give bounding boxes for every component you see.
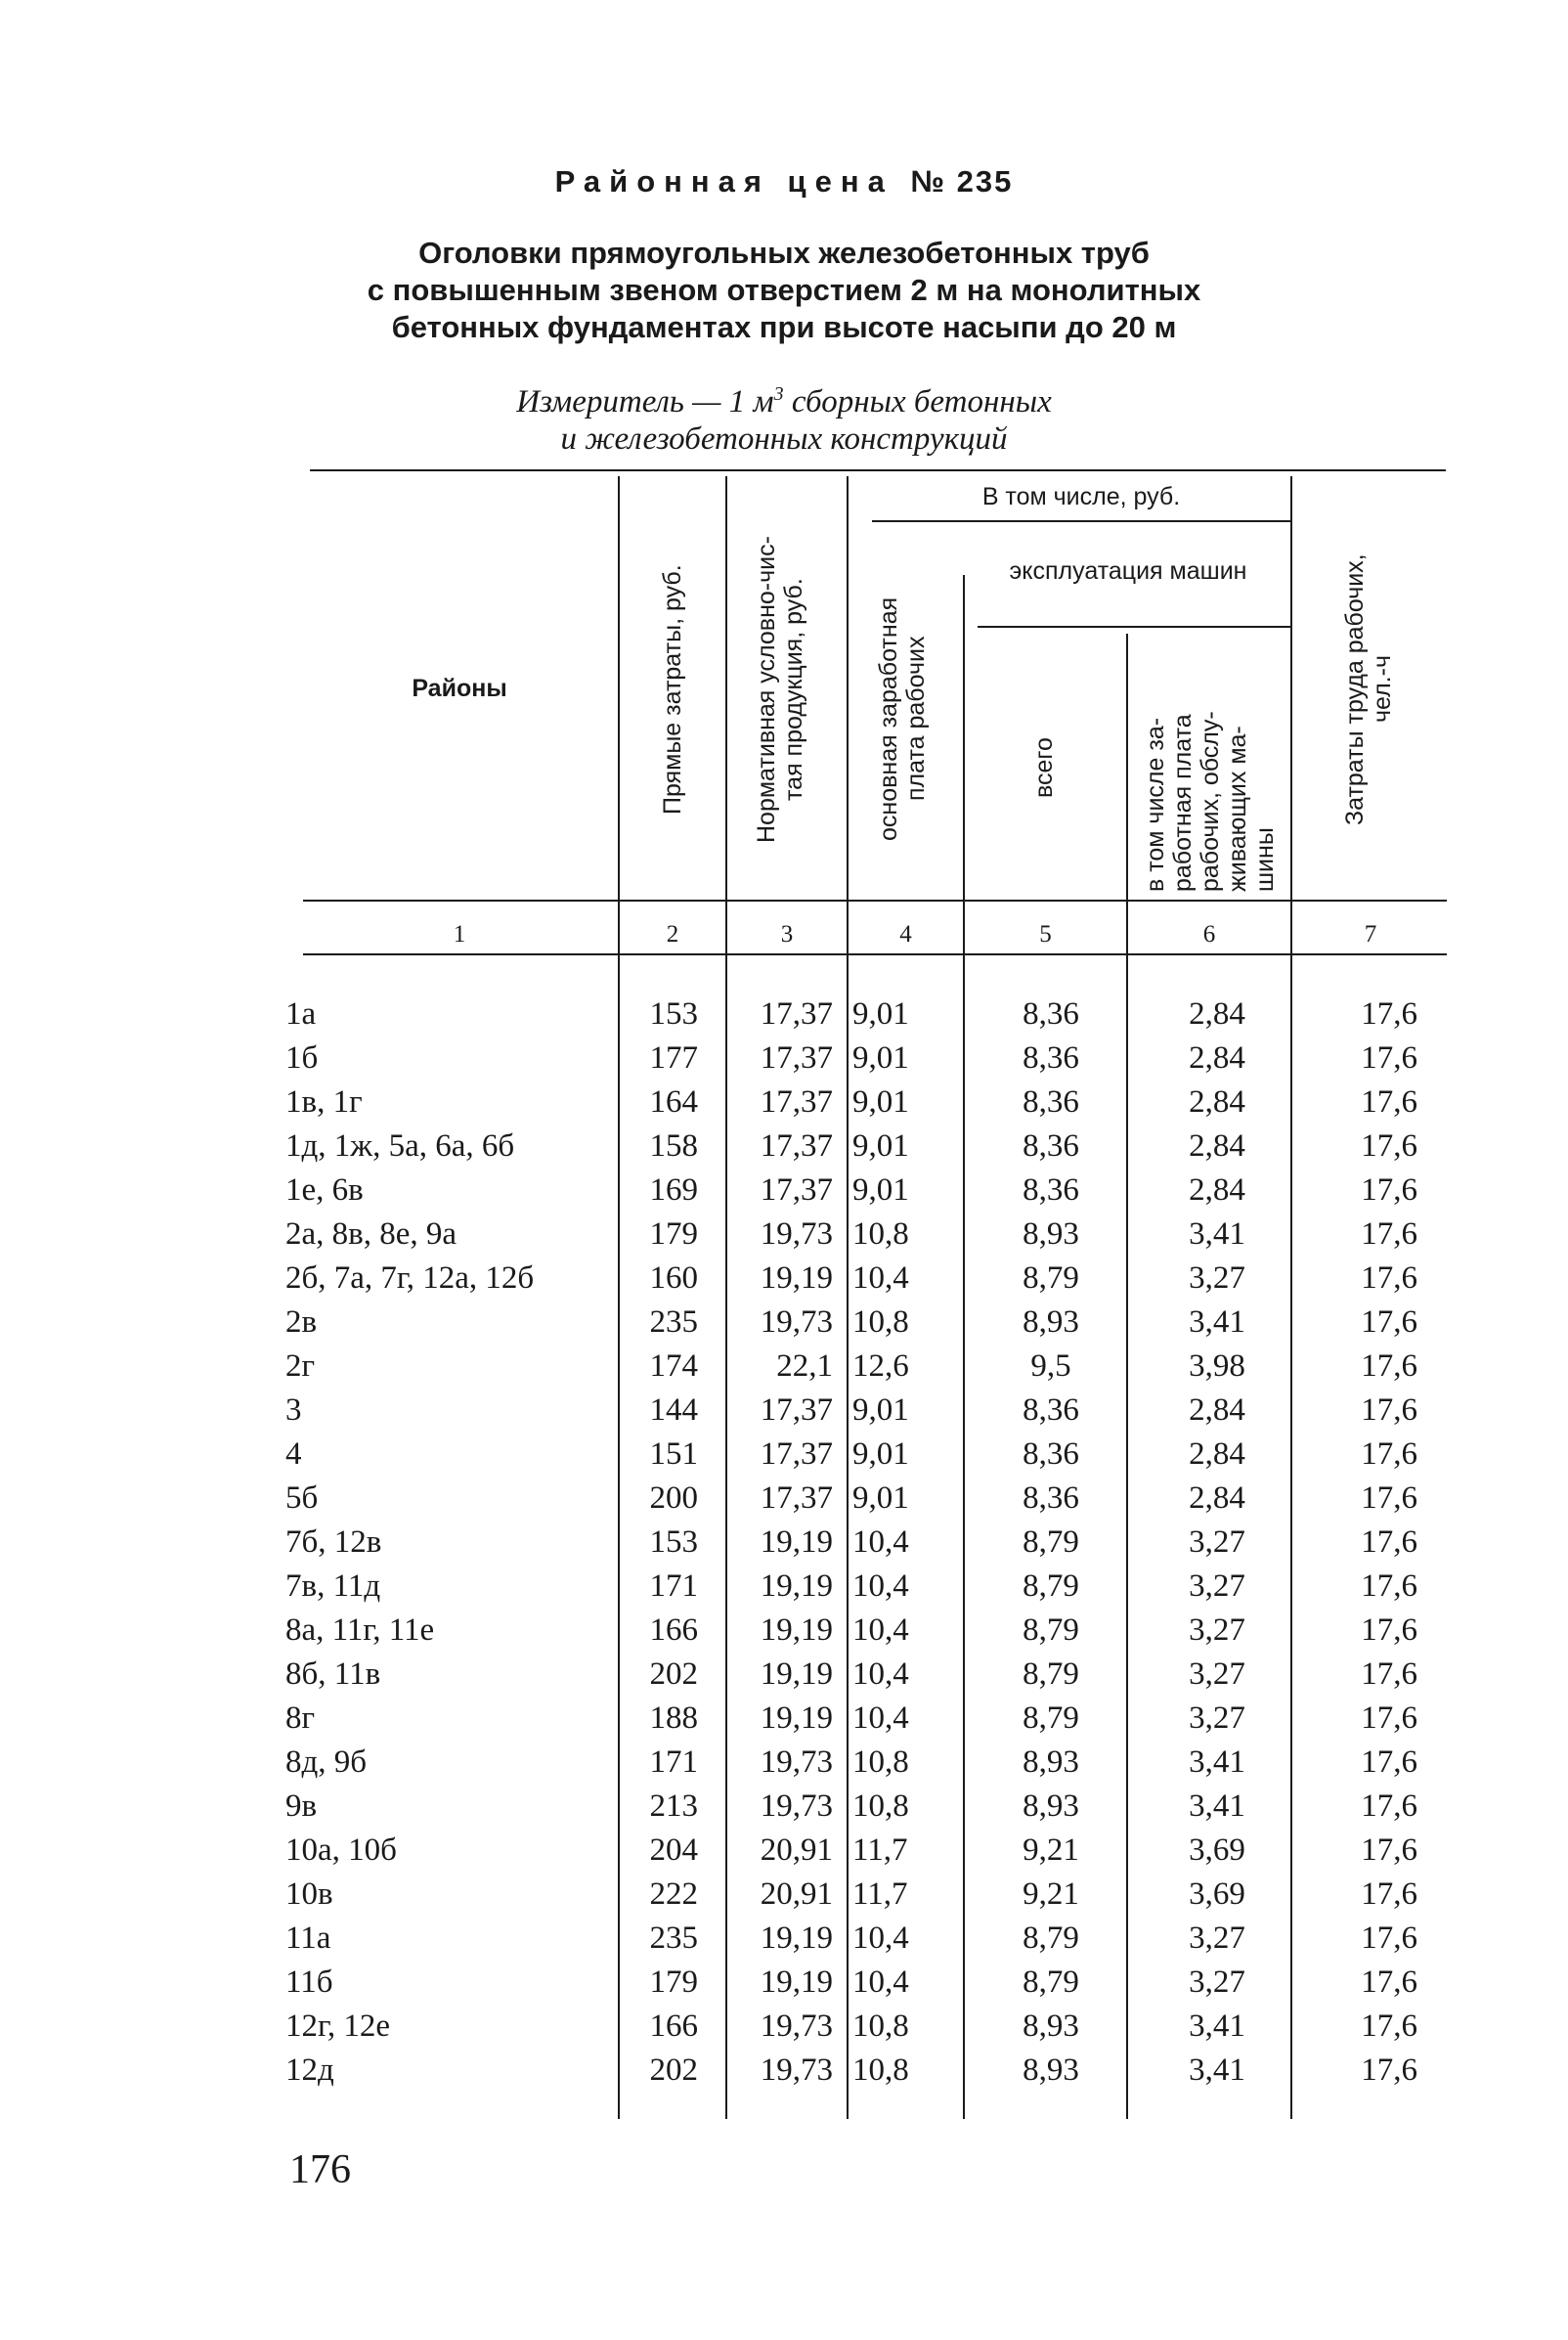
normative-cell: 19,73 (760, 1744, 833, 1780)
base-wage-cell: 9,01 (852, 1480, 909, 1516)
title-prefix: Районная цена (554, 164, 893, 199)
column-number: 2 (666, 921, 679, 948)
machines-total-cell: 8,79 (1023, 1700, 1079, 1736)
direct-costs-cell: 200 (649, 1480, 698, 1516)
machines-wage-cell: 3,98 (1189, 1348, 1245, 1384)
machines-total-cell: 8,79 (1023, 1568, 1079, 1604)
table-row (0, 1257, 1568, 1301)
machines-wage-cell: 3,27 (1189, 1700, 1245, 1736)
machines-wage-cell: 3,27 (1189, 1921, 1245, 1956)
table-row (0, 1169, 1568, 1213)
direct-costs-cell: 144 (649, 1392, 698, 1428)
direct-costs-cell: 171 (649, 1744, 698, 1780)
header-base-wage: основная заработная плата рабочих (875, 596, 930, 841)
table-row (0, 1301, 1568, 1345)
machines-total-cell: 8,36 (1023, 996, 1079, 1032)
base-wage-cell: 10,4 (852, 1568, 909, 1604)
measure-prefix: Измеритель — 1 м (516, 384, 774, 419)
labor-cell: 17,6 (1361, 1084, 1417, 1120)
base-wage-cell: 9,01 (852, 1172, 909, 1208)
region-cell: 11а (285, 1921, 331, 1956)
region-cell: 1б (285, 1040, 319, 1076)
machines-wage-cell: 3,27 (1189, 1656, 1245, 1692)
including-rule (872, 520, 1290, 522)
table-row (0, 1213, 1568, 1257)
column-number: 4 (899, 921, 912, 948)
base-wage-cell: 10,8 (852, 1304, 909, 1340)
machines-total-cell: 9,21 (1023, 1832, 1079, 1868)
column-number: 3 (780, 921, 794, 948)
table-row (0, 1081, 1568, 1125)
machines-total-cell: 8,93 (1023, 1788, 1079, 1824)
normative-cell: 19,19 (760, 1921, 833, 1956)
price-subtitle (0, 235, 1568, 346)
region-cell: 2г (285, 1348, 316, 1384)
region-cell: 8а, 11г, 11е (285, 1612, 435, 1648)
base-wage-cell: 10,4 (852, 1700, 909, 1736)
header-machines-total: всего (1030, 737, 1058, 798)
region-cell: 7б, 12в (285, 1524, 382, 1560)
machines-total-cell: 9,5 (1030, 1348, 1071, 1384)
labor-cell: 17,6 (1361, 1744, 1417, 1780)
direct-costs-cell: 153 (649, 1524, 698, 1560)
table-top-rule (310, 469, 1446, 471)
normative-cell: 19,73 (760, 2053, 833, 2088)
table-row (0, 993, 1568, 1037)
table-row (0, 1961, 1568, 2005)
subtitle-line: Оголовки прямоугольных железобетонных труб (418, 236, 1150, 270)
base-wage-cell: 9,01 (852, 996, 909, 1032)
table-row (0, 1873, 1568, 1917)
normative-cell: 17,37 (760, 1040, 833, 1076)
labor-cell: 17,6 (1361, 1965, 1417, 2000)
direct-costs-cell: 204 (649, 1832, 698, 1868)
region-cell: 4 (285, 1436, 302, 1472)
base-wage-cell: 9,01 (852, 1084, 909, 1120)
table-row (0, 1917, 1568, 1961)
table-row (0, 2005, 1568, 2049)
region-cell: 2а, 8в, 8е, 9а (285, 1216, 457, 1252)
labor-cell: 17,6 (1361, 1304, 1417, 1340)
table-row (0, 1829, 1568, 1873)
normative-cell: 19,19 (760, 1965, 833, 2000)
normative-cell: 22,1 (776, 1348, 833, 1384)
machines-wage-cell: 2,84 (1189, 1128, 1245, 1164)
machines-total-cell: 8,93 (1023, 1744, 1079, 1780)
base-wage-cell: 11,7 (852, 1876, 908, 1912)
region-cell: 1д, 1ж, 5а, 6а, 6б (285, 1128, 515, 1164)
measure-line-2: и железобетонных конструкций (560, 421, 1008, 457)
table-row (0, 1785, 1568, 1829)
labor-cell: 17,6 (1361, 1216, 1417, 1252)
machines-total-cell: 8,36 (1023, 1084, 1079, 1120)
machines-wage-cell: 2,84 (1189, 1436, 1245, 1472)
base-wage-cell: 9,01 (852, 1392, 909, 1428)
labor-cell: 17,6 (1361, 1832, 1417, 1868)
base-wage-cell: 9,01 (852, 1040, 909, 1076)
price-title (0, 164, 1568, 199)
table-row (0, 1037, 1568, 1081)
base-wage-cell: 11,7 (852, 1832, 908, 1868)
direct-costs-cell: 164 (649, 1084, 698, 1120)
table-row (0, 1609, 1568, 1653)
machines-total-cell: 8,36 (1023, 1392, 1079, 1428)
header-machines: эксплуатация машин (1009, 557, 1247, 585)
normative-cell: 20,91 (760, 1832, 833, 1868)
region-cell: 3 (285, 1392, 302, 1428)
table-row (0, 1521, 1568, 1565)
direct-costs-cell: 235 (649, 1921, 698, 1956)
region-cell: 9в (285, 1788, 318, 1824)
normative-cell: 19,19 (760, 1656, 833, 1692)
base-wage-cell: 10,4 (852, 1612, 909, 1648)
header-bottom-rule (303, 900, 1447, 902)
table-row (0, 1697, 1568, 1741)
machines-wage-cell: 3,27 (1189, 1524, 1245, 1560)
labor-cell: 17,6 (1361, 1040, 1417, 1076)
normative-cell: 19,19 (760, 1524, 833, 1560)
machines-wage-cell: 3,41 (1189, 1304, 1245, 1340)
table-row (0, 2049, 1568, 2093)
base-wage-cell: 10,4 (852, 1260, 909, 1296)
labor-cell: 17,6 (1361, 1480, 1417, 1516)
region-cell: 8г (285, 1700, 316, 1736)
machines-total-cell: 8,79 (1023, 1656, 1079, 1692)
base-wage-cell: 9,01 (852, 1436, 909, 1472)
table-body (0, 993, 1568, 2093)
region-cell: 2б, 7а, 7г, 12а, 12б (285, 1260, 535, 1296)
base-wage-cell: 10,4 (852, 1921, 909, 1956)
table-row (0, 1741, 1568, 1785)
direct-costs-cell: 179 (649, 1216, 698, 1252)
measure-suffix: сборных бетонных (783, 384, 1052, 419)
table-row (0, 1477, 1568, 1521)
direct-costs-cell: 151 (649, 1436, 698, 1472)
labor-cell: 17,6 (1361, 1612, 1417, 1648)
machines-total-cell: 8,79 (1023, 1260, 1079, 1296)
base-wage-cell: 10,4 (852, 1524, 909, 1560)
base-wage-cell: 10,8 (852, 1216, 909, 1252)
machines-wage-cell: 3,27 (1189, 1612, 1245, 1648)
machines-wage-cell: 2,84 (1189, 1040, 1245, 1076)
machines-wage-cell: 3,41 (1189, 1216, 1245, 1252)
direct-costs-cell: 235 (649, 1304, 698, 1340)
direct-costs-cell: 171 (649, 1568, 698, 1604)
labor-cell: 17,6 (1361, 1348, 1417, 1384)
machines-rule (978, 626, 1290, 628)
machines-wage-cell: 3,27 (1189, 1965, 1245, 2000)
direct-costs-cell: 166 (649, 2009, 698, 2044)
base-wage-cell: 10,8 (852, 1788, 909, 1824)
base-wage-cell: 10,8 (852, 1744, 909, 1780)
normative-cell: 19,19 (760, 1700, 833, 1736)
machines-total-cell: 8,93 (1023, 2009, 1079, 2044)
direct-costs-cell: 202 (649, 1656, 698, 1692)
machines-wage-cell: 3,41 (1189, 1744, 1245, 1780)
machines-total-cell: 8,93 (1023, 1304, 1079, 1340)
normative-cell: 17,37 (760, 1128, 833, 1164)
normative-cell: 19,73 (760, 1304, 833, 1340)
labor-cell: 17,6 (1361, 1436, 1417, 1472)
region-cell: 1а (285, 996, 317, 1032)
page-number: 176 (289, 2147, 351, 2192)
table-row (0, 1125, 1568, 1169)
labor-cell: 17,6 (1361, 1524, 1417, 1560)
header-including: В том числе, руб. (981, 483, 1181, 510)
direct-costs-cell: 174 (649, 1348, 698, 1384)
title-number: № 235 (910, 164, 1014, 199)
region-cell: 5б (285, 1480, 319, 1516)
machines-total-cell: 8,36 (1023, 1172, 1079, 1208)
base-wage-cell: 10,8 (852, 2053, 909, 2088)
measure-line-1 (0, 375, 1568, 420)
region-cell: 2в (285, 1304, 318, 1340)
normative-cell: 19,19 (760, 1260, 833, 1296)
region-cell: 11б (285, 1965, 333, 2000)
direct-costs-cell: 213 (649, 1788, 698, 1824)
machines-total-cell: 8,79 (1023, 1524, 1079, 1560)
table-row (0, 1565, 1568, 1609)
column-number: 5 (1039, 921, 1052, 948)
machines-total-cell: 8,79 (1023, 1612, 1079, 1648)
machines-total-cell: 8,79 (1023, 1965, 1079, 2000)
machines-wage-cell: 3,69 (1189, 1876, 1245, 1912)
header-direct-costs: Прямые затраты, руб. (659, 564, 686, 815)
labor-cell: 17,6 (1361, 1700, 1417, 1736)
machines-wage-cell: 3,27 (1189, 1568, 1245, 1604)
machines-wage-cell: 2,84 (1189, 1480, 1245, 1516)
base-wage-cell: 10,4 (852, 1965, 909, 2000)
machines-wage-cell: 2,84 (1189, 1392, 1245, 1428)
region-cell: 1е, 6в (285, 1172, 364, 1208)
normative-cell: 17,37 (760, 1436, 833, 1472)
labor-cell: 17,6 (1361, 1921, 1417, 1956)
direct-costs-cell: 160 (649, 1260, 698, 1296)
column-number: 6 (1202, 921, 1216, 948)
column-number: 7 (1364, 921, 1377, 948)
direct-costs-cell: 169 (649, 1172, 698, 1208)
subtitle-line: бетонных фундаментах при высоте насыпи до 20 м (391, 310, 1177, 344)
normative-cell: 20,91 (760, 1876, 833, 1912)
region-cell: 12д (285, 2053, 334, 2088)
normative-cell: 17,37 (760, 1172, 833, 1208)
direct-costs-cell: 179 (649, 1965, 698, 2000)
machines-wage-cell: 3,41 (1189, 2009, 1245, 2044)
table-row (0, 1389, 1568, 1433)
labor-cell: 17,6 (1361, 1656, 1417, 1692)
region-cell: 8д, 9б (285, 1744, 368, 1780)
region-cell: 10а, 10б (285, 1832, 397, 1868)
labor-cell: 17,6 (1361, 2053, 1417, 2088)
normative-cell: 19,73 (760, 1216, 833, 1252)
region-cell: 8б, 11в (285, 1656, 381, 1692)
base-wage-cell: 9,01 (852, 1128, 909, 1164)
direct-costs-cell: 188 (649, 1700, 698, 1736)
machines-total-cell: 8,36 (1023, 1436, 1079, 1472)
machines-total-cell: 8,79 (1023, 1921, 1079, 1956)
normative-cell: 19,19 (760, 1568, 833, 1604)
labor-cell: 17,6 (1361, 1568, 1417, 1604)
machines-total-cell: 8,93 (1023, 1216, 1079, 1252)
table-row (0, 1433, 1568, 1477)
header-regions: Районы (412, 675, 507, 702)
machines-total-cell: 8,93 (1023, 2053, 1079, 2088)
labor-cell: 17,6 (1361, 996, 1417, 1032)
labor-cell: 17,6 (1361, 1172, 1417, 1208)
region-cell: 7в, 11д (285, 1568, 381, 1604)
normative-cell: 19,73 (760, 1788, 833, 1824)
machines-wage-cell: 2,84 (1189, 1172, 1245, 1208)
region-cell: 1в, 1г (285, 1084, 363, 1120)
machines-wage-cell: 2,84 (1189, 996, 1245, 1032)
subtitle-line: с повышенным звеном отверстием 2 м на монолитных (367, 273, 1201, 307)
machines-total-cell: 8,36 (1023, 1480, 1079, 1516)
base-wage-cell: 12,6 (852, 1348, 909, 1384)
header-normative: Нормативная условно-чис- тая продукция, руб. (753, 536, 807, 843)
machines-wage-cell: 2,84 (1189, 1084, 1245, 1120)
machines-wage-cell: 3,41 (1189, 1788, 1245, 1824)
machines-total-cell: 8,36 (1023, 1128, 1079, 1164)
table-row (0, 1345, 1568, 1389)
header-machines-wage: в том числе за- работная плата рабочих, обслу- живающих ма- шины (1142, 711, 1279, 892)
machines-total-cell: 9,21 (1023, 1876, 1079, 1912)
labor-cell: 17,6 (1361, 1788, 1417, 1824)
region-cell: 10в (285, 1876, 333, 1912)
normative-cell: 17,37 (760, 1392, 833, 1428)
measure-unit (0, 375, 1568, 458)
labor-cell: 17,6 (1361, 1876, 1417, 1912)
base-wage-cell: 10,4 (852, 1656, 909, 1692)
normative-cell: 19,73 (760, 2009, 833, 2044)
normative-cell: 19,19 (760, 1612, 833, 1648)
table-row (0, 1653, 1568, 1697)
direct-costs-cell: 202 (649, 2053, 698, 2088)
header-labor: Затраты труда рабочих, чел.-ч (1341, 553, 1396, 825)
labor-cell: 17,6 (1361, 1128, 1417, 1164)
colnum-bottom-rule (303, 953, 1447, 955)
machines-wage-cell: 3,69 (1189, 1832, 1245, 1868)
direct-costs-cell: 153 (649, 996, 698, 1032)
machines-total-cell: 8,36 (1023, 1040, 1079, 1076)
base-wage-cell: 10,8 (852, 2009, 909, 2044)
normative-cell: 17,37 (760, 1084, 833, 1120)
direct-costs-cell: 158 (649, 1128, 698, 1164)
normative-cell: 17,37 (760, 1480, 833, 1516)
direct-costs-cell: 177 (649, 1040, 698, 1076)
measure-sup: 3 (773, 383, 784, 405)
region-cell: 12г, 12е (285, 2009, 390, 2044)
direct-costs-cell: 222 (649, 1876, 698, 1912)
normative-cell: 17,37 (760, 996, 833, 1032)
labor-cell: 17,6 (1361, 2009, 1417, 2044)
column-number: 1 (453, 921, 466, 948)
labor-cell: 17,6 (1361, 1392, 1417, 1428)
direct-costs-cell: 166 (649, 1612, 698, 1648)
machines-wage-cell: 3,41 (1189, 2053, 1245, 2088)
labor-cell: 17,6 (1361, 1260, 1417, 1296)
machines-wage-cell: 3,27 (1189, 1260, 1245, 1296)
